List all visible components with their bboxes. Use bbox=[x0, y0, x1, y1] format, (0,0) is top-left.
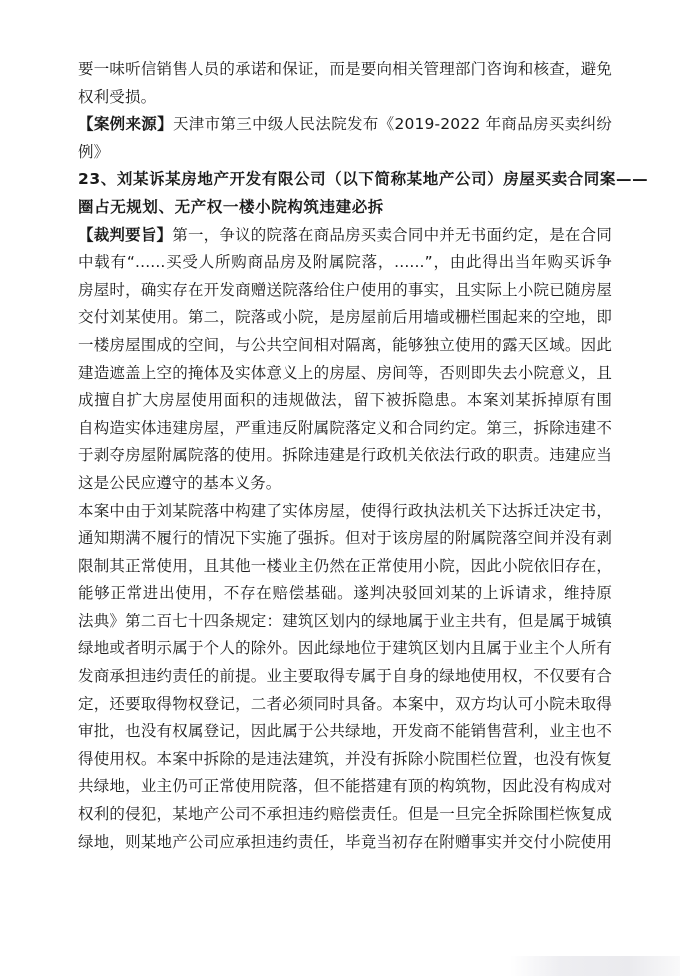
text-line bbox=[78, 113, 612, 135]
text-line: 交付刘某使用。第二，院落或小院，是房屋前后用墙或栅栏围起来的空地，即 bbox=[78, 308, 612, 327]
text-line bbox=[78, 224, 612, 246]
text-line: 绿地，则某地产公司应承担违约责任，毕竟当初存在附赠事实并交付小院使用 bbox=[78, 832, 612, 851]
document-page bbox=[78, 58, 649, 858]
text-line: 例》 bbox=[78, 142, 110, 161]
analysis-paragraph bbox=[78, 500, 612, 853]
text-line: 自构造实体违建房屋，严重违反附属院落定义和合同约定。第三，拆除违建不 bbox=[78, 418, 612, 437]
text-line: 权利的侵犯，某地产公司不承担违约赔偿责任。但是一旦完全拆除围栏恢复成 bbox=[78, 805, 612, 824]
judgment-gist bbox=[78, 224, 612, 494]
warning-paragraph bbox=[78, 58, 612, 108]
text-line: 通知期满不履行的情况下实施了强拆。但对于该房屋的附属院落空间并没有剥 bbox=[78, 529, 612, 548]
text-line: 发商承担违约责任的前提。业主要取得专属于自身的绿地使用权，不仅要有合 bbox=[78, 667, 612, 686]
watermark-smudge bbox=[510, 956, 680, 976]
text-line: 绿地或者明示属于个人的除外。因此绿地位于建筑区划内且属于业主个人所有 bbox=[78, 639, 612, 658]
text-line: 限制其正常使用，且其他一楼业主仍然在正常使用小院，因此小院依旧存在， bbox=[78, 556, 612, 575]
text-line: 于剥夺房屋附属院落的使用。拆除违建是行政机关依法行政的职责。违建应当 bbox=[78, 446, 612, 465]
judgment-gist-text: 第一，争议的院落在商品房买卖合同中并无书面约定，是在合同 bbox=[172, 225, 612, 244]
text-line: 定，还要取得物权登记，二者必须同时具备。本案中，双方均认可小院未取得 bbox=[78, 694, 612, 713]
text-line: 得使用权。本案中拆除的是违法建筑，并没有拆除小院围栏位置，也没有恢复 bbox=[78, 749, 612, 768]
text-line: 一楼房屋围成的空间，与公共空间相对隔离，能够独立使用的露天区域。因此 bbox=[78, 335, 612, 354]
text-line: 成擅自扩大房屋使用面积的违规做法，留下被拆隐患。本案刘某拆掉原有围 bbox=[78, 391, 612, 410]
text-line: 要一味听信销售人员的承诺和保证，而是要向相关管理部门咨询和核查，避免 bbox=[78, 60, 612, 78]
text-line: 共绿地，业主仍可正常使用院落，但不能搭建有顶的构筑物，因此没有构成对 bbox=[78, 777, 612, 796]
case-source-text: 天津市第三中级人民法院发布《2019-2022 年商品房买卖纠纷 bbox=[172, 115, 612, 134]
case-source bbox=[78, 113, 612, 163]
text-line: 房屋时，确实存在开发商赠送院落给住户使用的事实，且实际上小院已随房屋 bbox=[78, 280, 612, 299]
case-source-tag: 【案例来源】 bbox=[78, 115, 173, 134]
text-line: 本案中由于刘某院落中构建了实体房屋，使得行政执法机关下达拆迁决定书， bbox=[78, 501, 612, 520]
text-line: 权利受损。 bbox=[78, 87, 157, 106]
text-line: 法典》第二百七十四条规定：建筑区划内的绿地属于业主共有，但是属于城镇 bbox=[78, 611, 612, 630]
text-line: 中载有“......买受人所购商品房及附属院落，......”，由此得出当年购买诉争 bbox=[78, 253, 612, 272]
text-line: 建造遮盖上空的掩体及实体意义上的房屋、房间等，否则即失去小院意义，且 bbox=[78, 363, 612, 382]
text-line: 审批，也没有权属登记，因此属于公共绿地，开发商不能销售营利，业主也不 bbox=[78, 722, 612, 741]
heading-line: 圈占无规划、无产权一楼小院构筑违建必拆 bbox=[78, 197, 384, 216]
case-heading bbox=[78, 168, 649, 218]
heading-line: 23、刘某诉某房地产开发有限公司（以下简称某地产公司）房屋买卖合同案—— bbox=[78, 170, 649, 189]
text-line: 这是公民应遵守的基本义务。 bbox=[78, 473, 282, 492]
judgment-gist-tag: 【裁判要旨】 bbox=[78, 225, 173, 244]
text-line: 能够正常进出使用，不存在赔偿基础。遂判决驳回刘某的上诉请求，维持原 bbox=[78, 584, 612, 603]
